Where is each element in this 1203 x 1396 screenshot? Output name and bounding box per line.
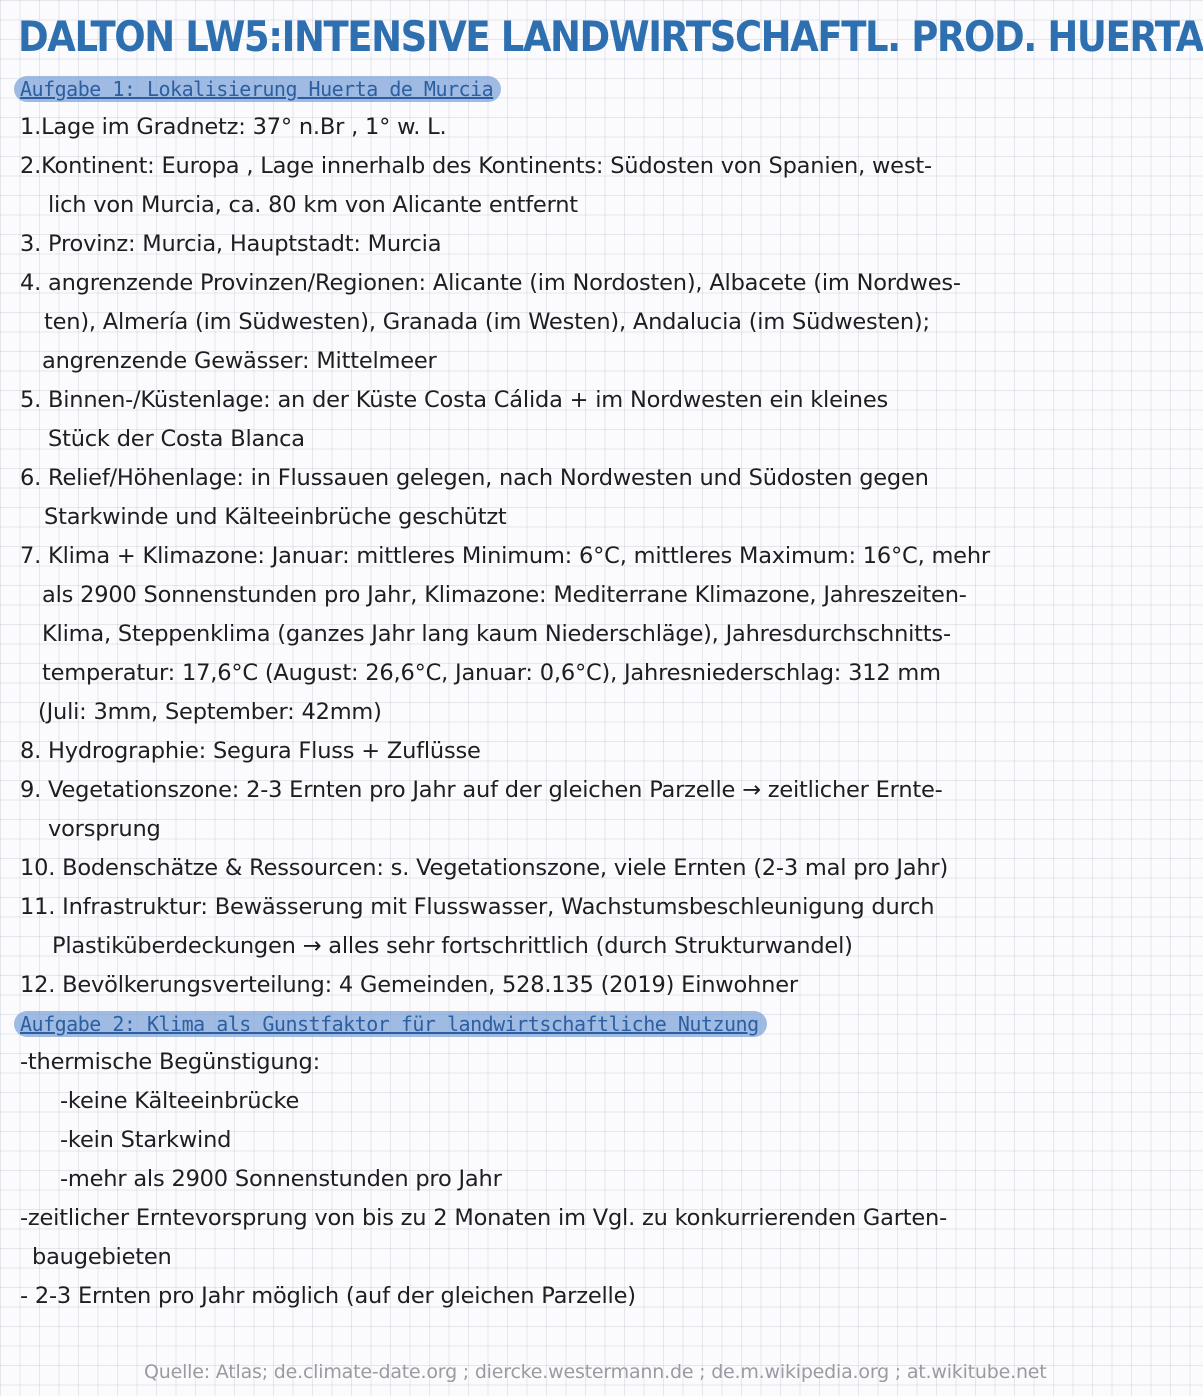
note-line: 3. Provinz: Murcia, Hauptstadt: Murcia bbox=[20, 231, 442, 257]
note-line: -keine Kälteeinbrücke bbox=[60, 1088, 300, 1114]
note-line: Stück der Costa Blanca bbox=[48, 426, 305, 452]
note-line: 11. Infrastruktur: Bewässerung mit Flusswasser, Wachstumsbeschleunigung durch bbox=[20, 894, 935, 920]
task-1-heading: Aufgabe 1: Lokalisierung Huerta de Murcia bbox=[14, 76, 501, 102]
source-citation: Quelle: Atlas; de.climate-date.org ; diercke.westermann.de ; de.m.wikipedia.org ; at.wikitube.net bbox=[144, 1361, 1047, 1383]
note-line: 10. Bodenschätze & Ressourcen: s. Vegetationszone, viele Ernten (2-3 mal pro Jahr) bbox=[20, 855, 949, 881]
note-line: 2.Kontinent: Europa , Lage innerhalb des Kontinents: Südosten von Spanien, west- bbox=[20, 153, 932, 179]
note-line: 8. Hydrographie: Segura Fluss + Zuflüsse bbox=[20, 738, 481, 764]
note-line: -kein Starkwind bbox=[60, 1127, 232, 1153]
note-line: baugebieten bbox=[32, 1244, 172, 1270]
note-line: 6. Relief/Höhenlage: in Flussauen gelegen, nach Nordwesten und Südosten gegen bbox=[20, 465, 929, 491]
note-line: lich von Murcia, ca. 80 km von Alicante entfernt bbox=[48, 192, 578, 218]
task-2-heading: Aufgabe 2: Klima als Gunstfaktor für landwirtschaftliche Nutzung bbox=[14, 1011, 767, 1037]
note-line: 4. angrenzende Provinzen/Regionen: Alicante (im Nordosten), Albacete (im Nordwes- bbox=[20, 270, 961, 296]
note-line: vorsprung bbox=[48, 816, 161, 842]
page-title: DALTON LW5:INTENSIVE LANDWIRTSCHAFTL. PROD. HUERTA bbox=[18, 12, 1203, 61]
note-line: angrenzende Gewässer: Mittelmeer bbox=[42, 348, 437, 374]
note-line: -thermische Begünstigung: bbox=[20, 1049, 320, 1075]
note-line: Starkwinde und Kälteeinbrüche geschützt bbox=[44, 504, 507, 530]
note-line: 9. Vegetationszone: 2-3 Ernten pro Jahr auf der gleichen Parzelle → zeitlicher Ernte- bbox=[20, 777, 943, 803]
note-line: 7. Klima + Klimazone: Januar: mittleres Minimum: 6°C, mittleres Maximum: 16°C, mehr bbox=[20, 543, 990, 569]
note-line: als 2900 Sonnenstunden pro Jahr, Klimazone: Mediterrane Klimazone, Jahreszeiten- bbox=[42, 582, 967, 608]
note-line: Klima, Steppenklima (ganzes Jahr lang kaum Niederschläge), Jahresdurchschnitts- bbox=[42, 621, 951, 647]
note-line: 1.Lage im Gradnetz: 37° n.Br , 1° w. L. bbox=[20, 114, 447, 140]
note-line: Plastiküberdeckungen → alles sehr fortschrittlich (durch Strukturwandel) bbox=[52, 933, 853, 959]
note-line: -zeitlicher Erntevorsprung von bis zu 2 Monaten im Vgl. zu konkurrierenden Garten- bbox=[20, 1205, 947, 1231]
note-line: (Juli: 3mm, September: 42mm) bbox=[38, 699, 382, 725]
note-line: 12. Bevölkerungsverteilung: 4 Gemeinden, 528.135 (2019) Einwohner bbox=[20, 972, 798, 998]
note-line: - 2-3 Ernten pro Jahr möglich (auf der gleichen Parzelle) bbox=[20, 1283, 636, 1309]
note-line: -mehr als 2900 Sonnenstunden pro Jahr bbox=[60, 1166, 502, 1192]
note-line: ten), Almería (im Südwesten), Granada (im Westen), Andalucia (im Südwesten); bbox=[44, 309, 930, 335]
note-line: 5. Binnen-/Küstenlage: an der Küste Costa Cálida + im Nordwesten ein kleines bbox=[20, 387, 889, 413]
note-line: temperatur: 17,6°C (August: 26,6°C, Januar: 0,6°C), Jahresniederschlag: 312 mm bbox=[42, 660, 941, 686]
